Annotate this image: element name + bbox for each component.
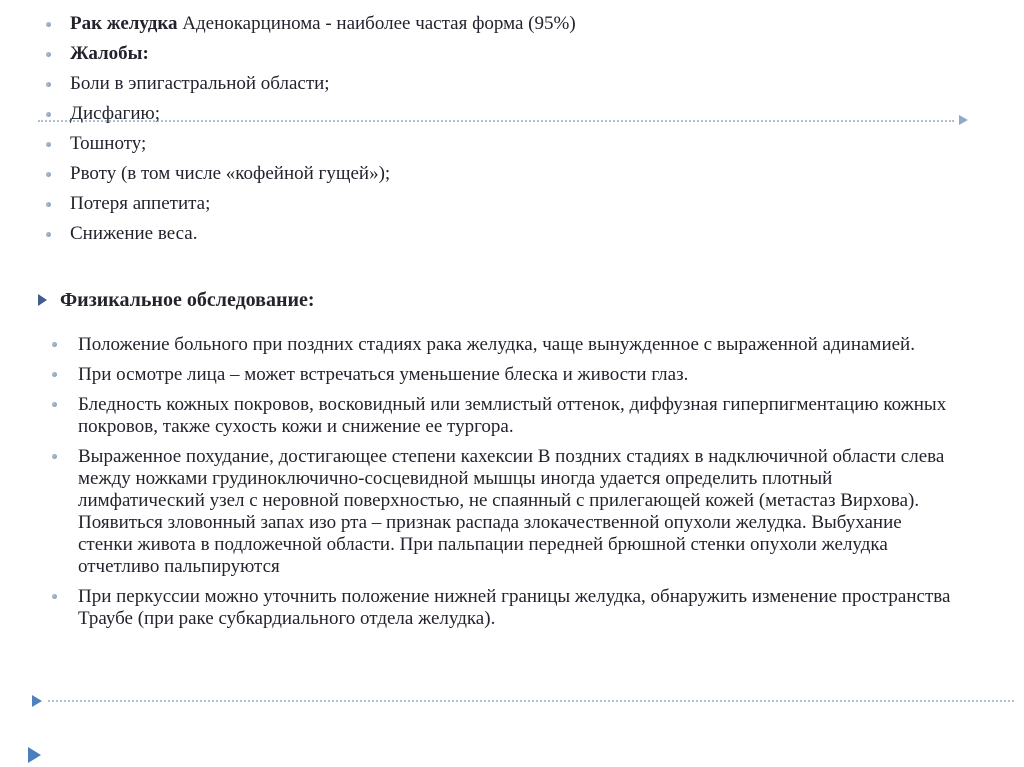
list-item	[40, 194, 1024, 214]
list-item-text: При осмотре лица – может встречаться уменьшение блеска и живости глаз.	[78, 364, 689, 385]
list-item	[46, 364, 954, 386]
list-item	[40, 134, 1024, 154]
list-item	[46, 586, 954, 630]
section-heading: Физикальное обследование:	[60, 289, 315, 311]
list-item-text: Снижение веса.	[70, 223, 198, 244]
list-item	[46, 394, 954, 438]
play-triangle-icon	[28, 747, 41, 763]
list-item-bold-text: Жалобы:	[70, 43, 149, 64]
arrow-right-icon	[32, 695, 42, 707]
list-item-text: Положение больного при поздних стадиях рака желудка, чаще вынужденное с выраженной адинамией.	[78, 334, 915, 355]
list-item-text: Боли в эпигастральной области;	[70, 73, 330, 94]
dotted-divider-bottom	[48, 700, 1014, 702]
list-item	[40, 14, 1024, 34]
list-item	[40, 164, 1024, 184]
list-item-text: Аденокарцинома - наиболее частая форма (95%)	[177, 13, 576, 34]
triangle-bullet-icon	[38, 294, 47, 306]
list-item-text: Рвоту (в том числе «кофейной гущей»);	[70, 163, 391, 184]
exam-list	[46, 334, 954, 630]
list-item-text: При перкуссии можно уточнить положение нижней границы желудка, обнаружить изменение пространства Траубе (при раке субкардиального отдела желудка).	[78, 586, 951, 629]
list-item	[40, 44, 1024, 64]
list-item-text: Дисфагию;	[70, 103, 160, 124]
list-item	[40, 104, 1024, 124]
list-item-text: Потеря аппетита;	[70, 193, 211, 214]
list-item-text: Выраженное похудание, достигающее степени кахексии В поздних стадиях в надключичной области слева между ножками грудиноключично-сосцевидной мышцы иногда удается определить плотный лимфатический узел с неровной поверхностью, не спаянный с прилегающей кожей (метастаз Вирхова). Появиться зловонный запах изо рта – признак распада злокачественной опухоли желудка. Выбухание стенки живота в подложечной области. При пальпации передней брюшной стенки опухоли желудка отчетливо пальпируются	[78, 446, 945, 577]
symptoms-list	[40, 14, 1024, 244]
list-item	[46, 446, 954, 578]
list-item	[40, 224, 1024, 244]
list-item	[46, 334, 954, 356]
list-item-text: Бледность кожных покровов, восковидный или землистый оттенок, диффузная гиперпигментацию кожных покровов, также сухость кожи и снижение ее тургора.	[78, 394, 947, 437]
list-item	[40, 74, 1024, 94]
list-item-text: Тошноту;	[70, 133, 147, 154]
list-item-bold-text: Рак желудка	[70, 13, 178, 34]
section-heading-row	[38, 288, 1024, 312]
